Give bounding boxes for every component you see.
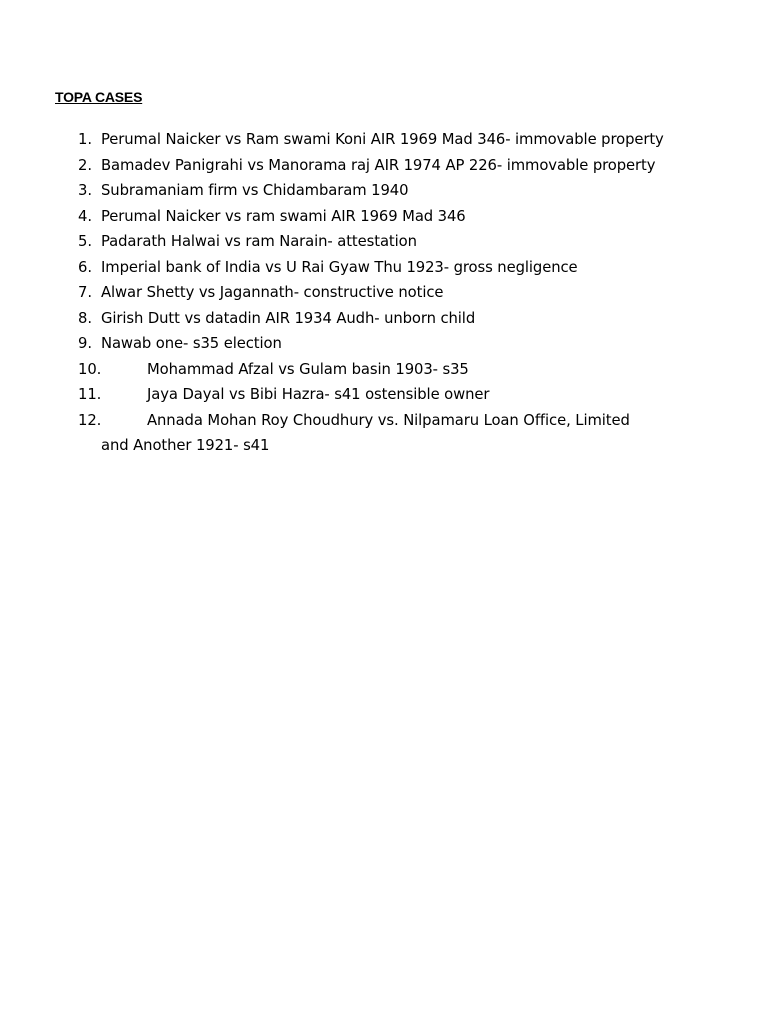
list-item-number: 11. (78, 386, 102, 403)
list-item-text: Annada Mohan Roy Choudhury vs. Nilpamaru Loan Office, Limited and Another 1921- s41 (101, 411, 630, 454)
list-item-number: 7. (78, 284, 92, 301)
list-item-number: 10. (78, 360, 102, 378)
list-item-text: Padarath Halwai vs ram Narain- attestation (101, 233, 417, 250)
list-item-number: 4. (78, 207, 92, 225)
list-item-text: Girish Dutt vs datadin AIR 1934 Audh- unborn child (101, 309, 476, 327)
list-item-number: 12. (78, 411, 102, 429)
list-item-text: Perumal Naicker vs ram swami AIR 1969 Mad 346 (101, 207, 466, 225)
list-item (0, 357, 768, 383)
list-item (0, 306, 768, 332)
case-list (0, 127, 768, 459)
list-item-number: 2. (78, 156, 92, 174)
document-title: TOPA CASES (55, 89, 143, 105)
list-item (0, 178, 768, 204)
list-item (0, 255, 768, 281)
list-item-number: 6. (78, 258, 92, 276)
list-item-number: 1. (78, 131, 92, 148)
list-item-text: Imperial bank of India vs U Rai Gyaw Thu 1923- gross negligence (101, 258, 578, 276)
list-item (0, 204, 768, 230)
list-item-number: 8. (78, 309, 92, 327)
list-item-text: Nawab one- s35 election (101, 335, 282, 352)
list-item-number: 5. (78, 233, 92, 250)
list-item (0, 408, 768, 459)
list-item-text: Mohammad Afzal vs Gulam basin 1903- s35 (147, 360, 469, 378)
list-item (0, 153, 768, 179)
list-item (0, 127, 768, 153)
list-item-text: Alwar Shetty vs Jagannath- constructive notice (101, 284, 444, 301)
list-item (0, 280, 768, 306)
list-item (0, 382, 768, 408)
list-item-text: Bamadev Panigrahi vs Manorama raj AIR 1974 AP 226- immovable property (101, 156, 656, 174)
list-item-text: Jaya Dayal vs Bibi Hazra- s41 ostensible owner (147, 386, 490, 403)
list-item-text: Perumal Naicker vs Ram swami Koni AIR 1969 Mad 346- immovable property (101, 131, 664, 148)
list-item-text: Subramaniam firm vs Chidambaram 1940 (101, 182, 409, 199)
list-item (0, 229, 768, 255)
list-item-number: 3. (78, 182, 92, 199)
list-item-number: 9. (78, 335, 92, 352)
list-item (0, 331, 768, 357)
